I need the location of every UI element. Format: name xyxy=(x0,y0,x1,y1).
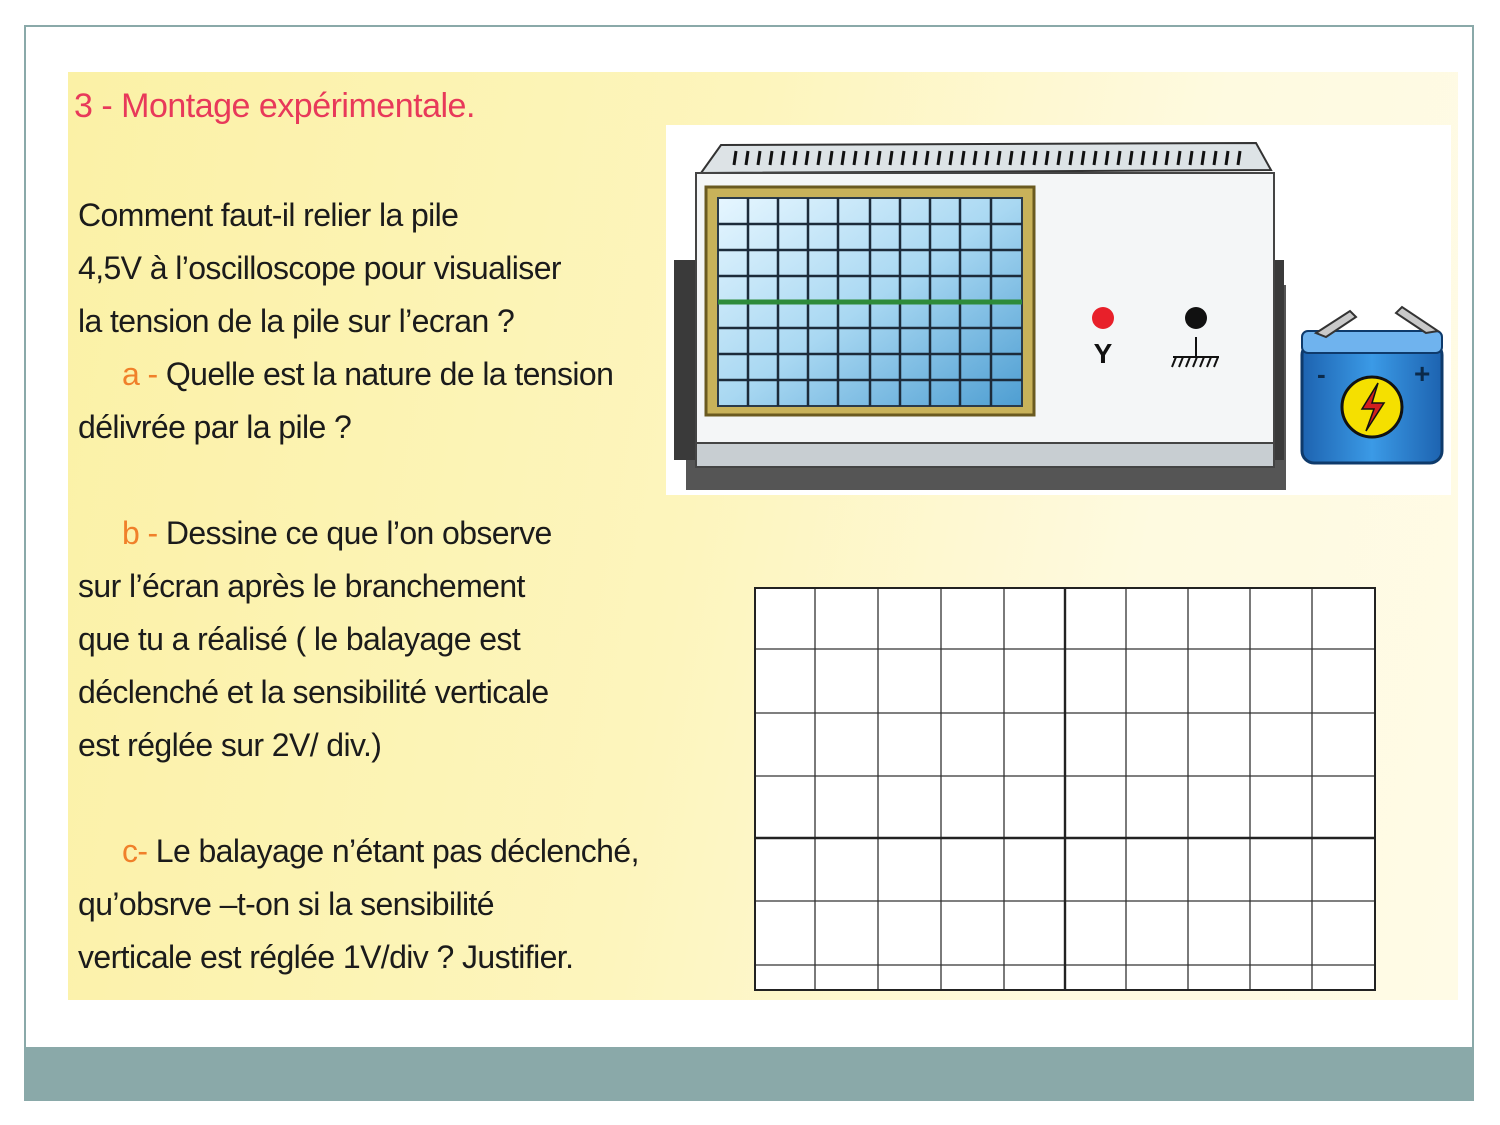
drawing-grid[interactable] xyxy=(754,587,1376,991)
oscilloscope-drawing xyxy=(666,125,1451,495)
slide xyxy=(24,25,1474,1101)
section-title: 3 - Montage expérimentale. xyxy=(74,87,475,125)
question-c xyxy=(122,825,639,878)
intro-line: Comment faut-il relier la pile xyxy=(78,197,459,233)
question-a-tag: a - xyxy=(122,356,158,392)
question-c-line: Le balayage n’étant pas déclenché, xyxy=(155,833,639,869)
question-b-line: Dessine ce que l’on observe xyxy=(165,515,552,551)
question-b-line: déclenché et la sensibilité verticale xyxy=(78,674,549,710)
oscilloscope-illustration xyxy=(666,125,1451,495)
question-a-line: Quelle est la nature de la tension xyxy=(165,356,614,392)
question-b-tag: b - xyxy=(122,515,158,551)
question-c-line: verticale est réglée 1V/div ? Justifier. xyxy=(78,939,574,975)
battery-plus-label: + xyxy=(1414,358,1431,389)
question-c-line: qu’obsrve –t-on si la sensibilité xyxy=(78,886,494,922)
question-a xyxy=(122,348,613,401)
intro-line: 4,5V à l’oscilloscope pour visualiser xyxy=(78,250,561,286)
ground-terminal[interactable] xyxy=(1185,307,1207,329)
drawing-grid-lines xyxy=(754,587,1376,991)
input-y-terminal[interactable] xyxy=(1092,307,1114,329)
battery-terminal-plus xyxy=(1396,307,1438,333)
battery-4-5v xyxy=(1302,307,1442,463)
intro-line: la tension de la pile sur l’ecran ? xyxy=(78,303,515,339)
input-y-label: Y xyxy=(1093,338,1113,369)
slide-footer-bar xyxy=(26,1047,1472,1099)
question-a-line: délivrée par la pile ? xyxy=(78,409,352,445)
question-b-line: est réglée sur 2V/ div.) xyxy=(78,727,382,763)
scope-base xyxy=(696,443,1274,467)
question-b-line: sur l’écran après le branchement xyxy=(78,568,525,604)
question-b-line: que tu a réalisé ( le balayage est xyxy=(78,621,521,657)
question-b xyxy=(122,507,552,560)
question-c-tag: c- xyxy=(122,833,148,869)
battery-minus-label: - xyxy=(1317,359,1326,389)
